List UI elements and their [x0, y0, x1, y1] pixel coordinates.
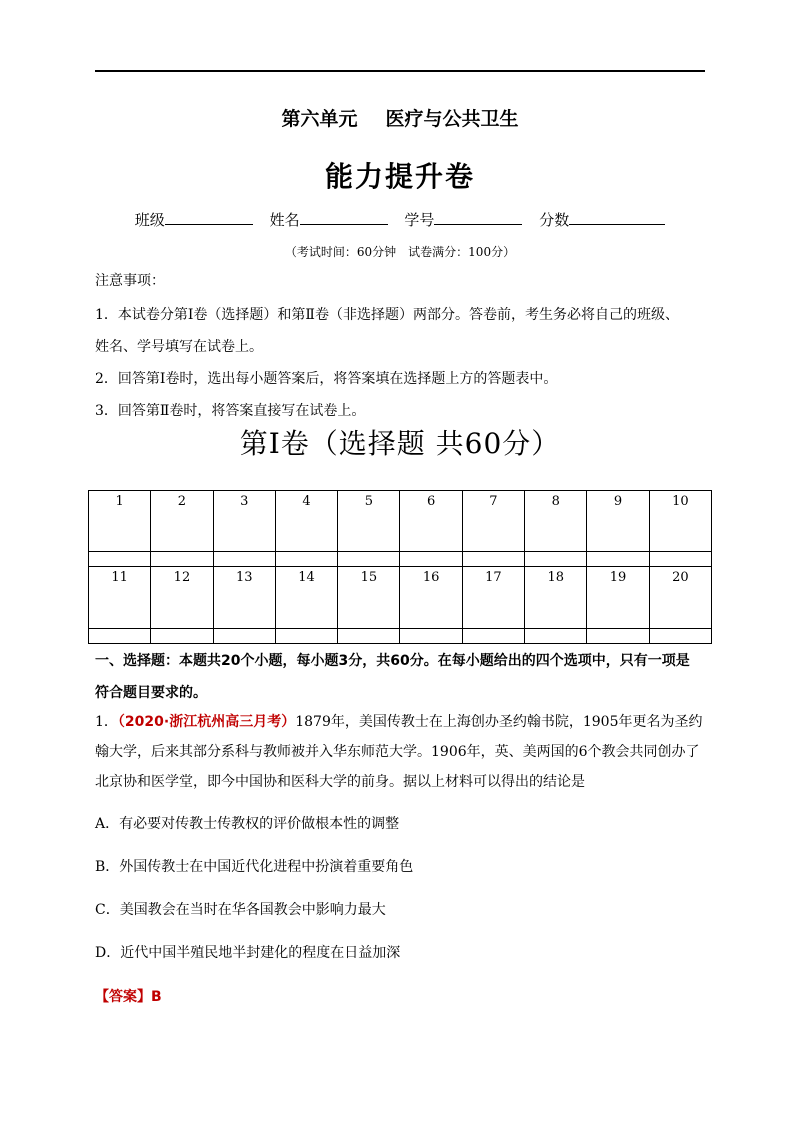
answer-cell[interactable]	[213, 552, 275, 567]
class-field[interactable]	[165, 210, 253, 225]
answer-number-row	[89, 491, 712, 552]
answer-number-row	[89, 567, 712, 628]
student-id-label: 学号	[404, 211, 435, 229]
answer-cell[interactable]	[649, 628, 711, 643]
answer-number: 13	[213, 567, 275, 628]
score-field[interactable]	[569, 210, 665, 225]
question-1	[95, 707, 710, 797]
answer-cell[interactable]	[462, 552, 524, 567]
question-stem-text: 1879年，美国传教士在上海创办圣约翰书院，1905年更名为圣约	[295, 714, 703, 730]
answer-number: 11	[89, 567, 151, 628]
option-a[interactable]: A．有必要对传教士传教权的评价做根本性的调整	[95, 816, 400, 832]
answer-cell[interactable]	[275, 628, 337, 643]
answer-number: 16	[400, 567, 462, 628]
answer-cell[interactable]	[649, 552, 711, 567]
question-stem-line	[95, 707, 710, 737]
name-label: 姓名	[269, 211, 300, 229]
note-item: 姓名、学号填写在试卷上。	[95, 339, 263, 355]
option-c[interactable]: C．美国教会在当时在华各国教会中影响力最大	[95, 902, 386, 918]
unit-heading	[0, 104, 800, 131]
answer-number: 19	[587, 567, 649, 628]
answer-number: 20	[649, 567, 711, 628]
answer-key: 【答案】B	[95, 989, 162, 1005]
answer-blank-row	[89, 628, 712, 643]
answer-cell[interactable]	[462, 628, 524, 643]
answer-cell[interactable]	[89, 628, 151, 643]
paper-title: 能力提升卷	[324, 160, 475, 193]
unit-topic: 医疗与公共卫生	[385, 108, 519, 130]
section-instruction-line: 一、选择题：本题共20个小题，每小题3分，共60分。在每小题给出的四个选项中，只有一项是	[95, 653, 690, 669]
unit-number: 第六单元	[281, 108, 358, 130]
student-id-field[interactable]	[434, 210, 522, 225]
class-label: 班级	[134, 211, 165, 229]
answer-blank-row	[89, 552, 712, 567]
answer-number: 6	[400, 491, 462, 552]
answer-number: 4	[275, 491, 337, 552]
answer-cell[interactable]	[525, 552, 587, 567]
top-rule	[95, 70, 705, 72]
answer-cell[interactable]	[338, 552, 400, 567]
section-instruction-line: 符合题目要求的。	[95, 685, 207, 701]
answer-number: 5	[338, 491, 400, 552]
answer-number: 12	[151, 567, 213, 628]
score-label: 分数	[539, 211, 570, 229]
answer-number: 2	[151, 491, 213, 552]
notes	[95, 270, 710, 427]
option-b[interactable]: B．外国传教士在中国近代化进程中扮演着重要角色	[95, 859, 414, 875]
note-item: 1．本试卷分第Ⅰ卷（选择题）和第Ⅱ卷（非选择题）两部分。答卷前，考生务必将自己的班级、	[95, 307, 679, 323]
answer-cell[interactable]	[151, 628, 213, 643]
answer-cell[interactable]	[400, 552, 462, 567]
answer-number: 18	[525, 567, 587, 628]
answer-cell[interactable]	[587, 552, 649, 567]
question-section-header	[95, 645, 710, 709]
answer-number: 17	[462, 567, 524, 628]
notes-title: 注意事项：	[95, 273, 165, 289]
answer-number: 9	[587, 491, 649, 552]
answer-cell[interactable]	[338, 628, 400, 643]
answer-cell[interactable]	[89, 552, 151, 567]
answer-number: 1	[89, 491, 151, 552]
name-field[interactable]	[300, 210, 388, 225]
answer-number: 3	[213, 491, 275, 552]
question-stem-line: 北京协和医学堂，即今中国协和医科大学的前身。据以上材料可以得出的结论是	[95, 774, 585, 790]
answer-cell[interactable]	[525, 628, 587, 643]
answer-cell[interactable]	[275, 552, 337, 567]
answer-cell[interactable]	[151, 552, 213, 567]
exam-info: （考试时间：60分钟 试卷满分：100分）	[284, 245, 516, 259]
student-info-line	[0, 209, 800, 230]
question-source: （2020·浙江杭州高三月考）	[117, 714, 296, 730]
question-number: 1．	[95, 714, 118, 730]
section-title: 第Ⅰ卷（选择题 共60分）	[239, 427, 561, 460]
answer-cell[interactable]	[400, 628, 462, 643]
answer-cell[interactable]	[587, 628, 649, 643]
answer-table	[88, 490, 712, 644]
note-item: 2．回答第Ⅰ卷时，选出每小题答案后，将答案填在选择题上方的答题表中。	[95, 371, 558, 387]
answer-cell[interactable]	[213, 628, 275, 643]
answer-number: 7	[462, 491, 524, 552]
option-d[interactable]: D．近代中国半殖民地半封建化的程度在日益加深	[95, 945, 401, 961]
note-item: 3．回答第Ⅱ卷时，将答案直接写在试卷上。	[95, 403, 366, 419]
answer-number: 10	[649, 491, 711, 552]
answer-number: 8	[525, 491, 587, 552]
question-stem-line: 翰大学，后来其部分系科与教师被并入华东师范大学。1906年，英、美两国的6个教会共同创办了	[95, 744, 700, 760]
answer-number: 14	[275, 567, 337, 628]
answer-number: 15	[338, 567, 400, 628]
